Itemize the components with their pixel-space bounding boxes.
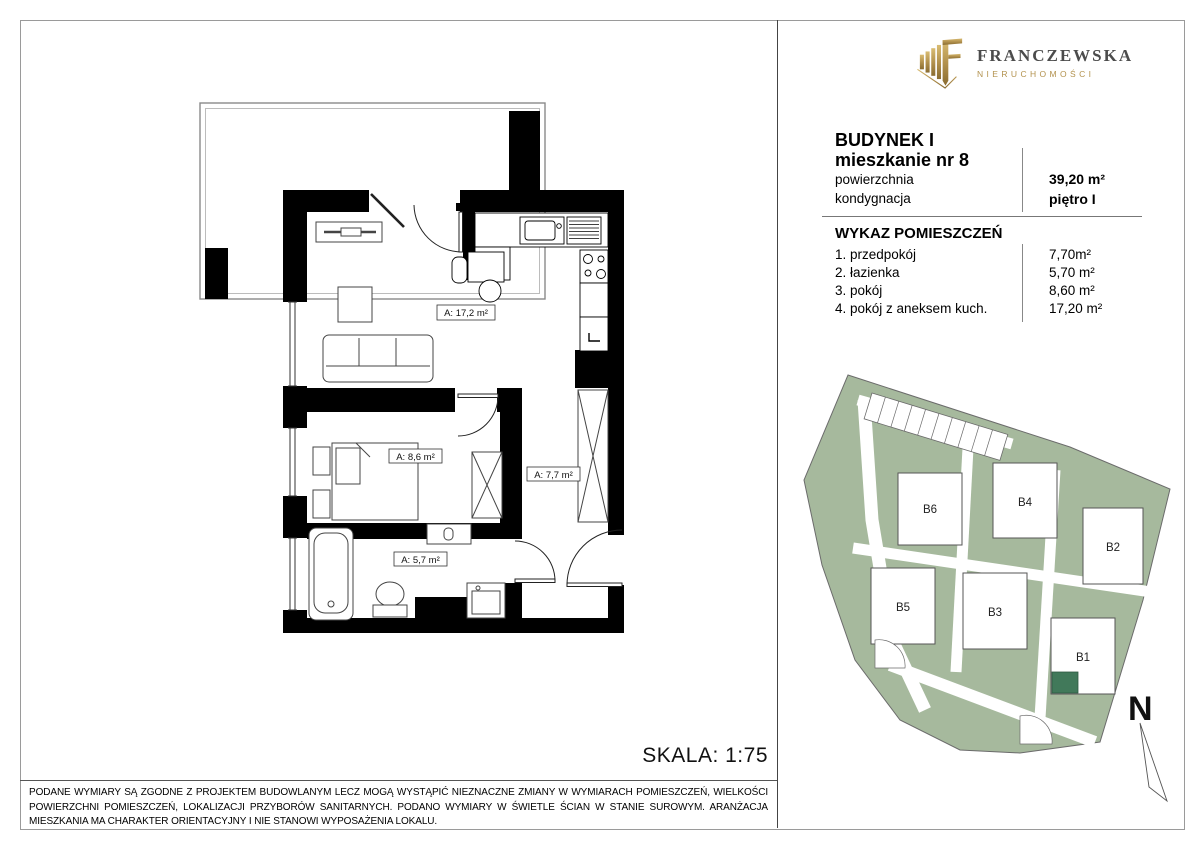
room-item: 1. przedpokój [835, 247, 917, 262]
room-area: 17,20 m² [1049, 301, 1103, 316]
room-area: 8,60 m² [1049, 283, 1095, 298]
scale-label: SKALA: 1:75 [642, 744, 768, 767]
building-label: B6 [922, 504, 938, 516]
apartment-title: mieszkanie nr 8 [835, 150, 970, 170]
building-title: BUDYNEK I [835, 130, 935, 150]
building-label: B4 [1017, 497, 1033, 509]
logo-building-icon [915, 32, 967, 92]
room-item: 3. pokój [835, 283, 883, 298]
site-map [790, 360, 1190, 810]
windows [288, 302, 297, 610]
section-divider [822, 216, 1142, 217]
panel-divider [777, 20, 778, 828]
rooms-column-divider [1022, 244, 1023, 322]
north-label: N [1128, 690, 1153, 728]
building-label: B2 [1105, 542, 1121, 554]
floor-value: piętro I [1049, 191, 1096, 207]
bath-area-label: A: 5,7 m² [401, 555, 440, 566]
area-value: 39,20 m² [1049, 171, 1106, 187]
room-item: 4. pokój z aneksem kuch. [835, 301, 988, 316]
building-label: B5 [895, 602, 911, 614]
building-label: B1 [1075, 652, 1091, 664]
agency-logo [915, 32, 1133, 92]
bedroom-area-label: A: 8,6 m² [396, 452, 435, 463]
agency-subtitle: NIERUCHOMOŚCI [977, 68, 1095, 79]
building-label: B3 [987, 607, 1003, 619]
room-area: 7,70m² [1049, 247, 1092, 262]
rooms-list-title: WYKAZ POMIESZCZEŃ [835, 225, 1003, 242]
disclaimer-text: PODANE WYMIARY SĄ ZGODNE Z PROJEKTEM BUDOWLANYM LECZ MOGĄ WYSTĄPIĆ NIEZNACZNE ZMIANY W WYMIARACH POMIESZCZEŃ, WIELKOŚCI POWIERZCHNI POMIESZCZEŃ, LOKALIZACJI PRZYBORÓW SANITARNYCH. PODANO WYMIARY W ŚWIETLE ŚCIAN W STANIE SUROWYM. ARANŻACJA MIESZKANIA MA CHARAKTER ORIENTACYJNY I NIE STANOWI WYPOSAŻENIA LOKALU. [20, 780, 777, 828]
agency-name: FRANCZEWSKA [977, 45, 1134, 65]
info-panel [777, 20, 1183, 828]
floor-label: kondygnacja [835, 191, 911, 206]
highlighted-building-marker [1052, 672, 1078, 693]
living-area-label: A: 17,2 m² [444, 308, 488, 319]
area-label: powierzchnia [835, 172, 914, 187]
north-arrow [1140, 723, 1167, 801]
hall-area-label: A: 7,7 m² [534, 470, 573, 481]
header-column-divider [1022, 148, 1023, 212]
room-area: 5,70 m² [1049, 265, 1095, 280]
room-item: 2. łazienka [835, 265, 900, 280]
